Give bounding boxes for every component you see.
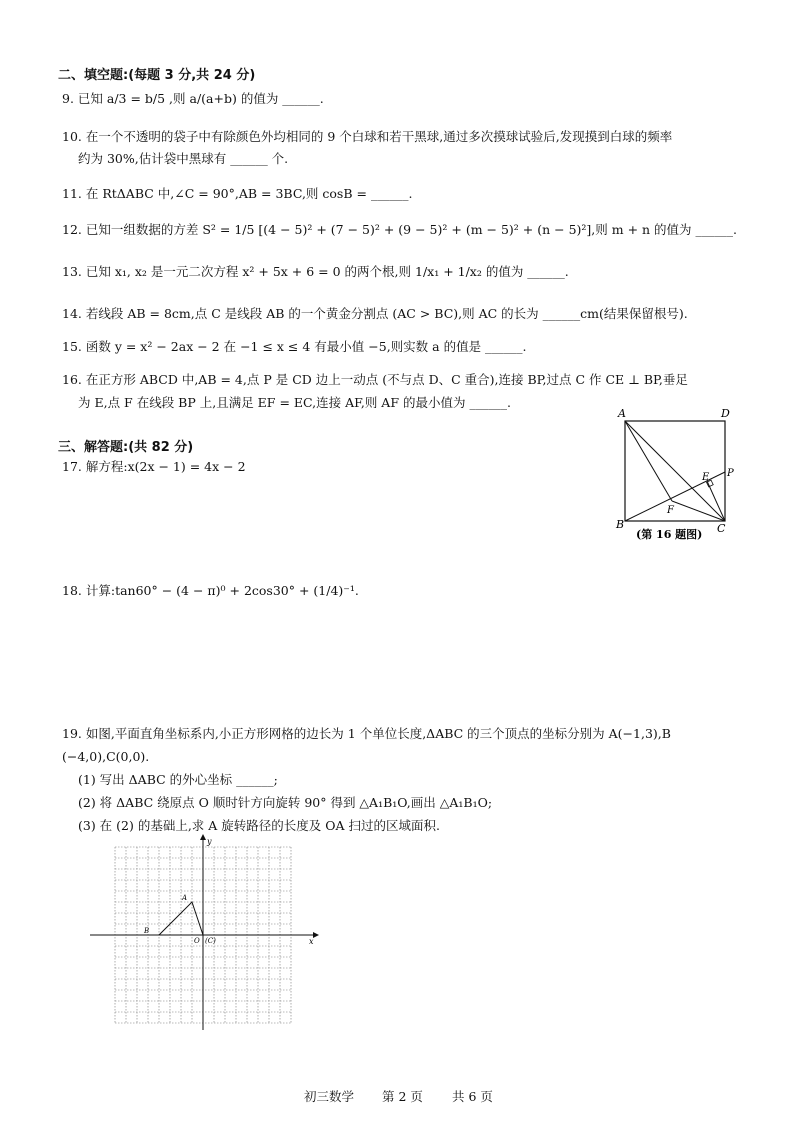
figure-16-caption: (第 16 题图) <box>636 528 703 541</box>
label-x: x <box>309 937 314 946</box>
label-f: F <box>667 505 674 516</box>
label-c: C <box>717 522 726 535</box>
triangle-abc <box>159 902 203 935</box>
question-12: 12. 已知一组数据的方差 S² = 1/5 [(4 − 5)² + (7 − 5)² + (9 − 5)² + (m − 5)² + (n − 5)²],则 m + n 的值为 ______. <box>62 222 737 237</box>
section-title-solve: 三、解答题:(共 82 分) <box>58 440 194 455</box>
label-p: P <box>727 468 734 479</box>
question-17: 17. 解方程:x(2x − 1) = 4x − 2 <box>62 459 246 474</box>
line-bp <box>625 472 725 521</box>
line-ac <box>625 421 725 521</box>
question-19-line1: 19. 如图,平面直角坐标系内,小正方形网格的边长为 1 个单位长度,ΔABC 的三个顶点的坐标分别为 A(−1,3),B <box>62 726 671 741</box>
question-19-line2: (−4,0),C(0,0). <box>62 749 150 764</box>
label-y: y <box>207 837 212 846</box>
figure-19-grid <box>88 834 320 1034</box>
question-9: 9. 已知 a/3 = b/5 ,则 a/(a+b) 的值为 ______. <box>62 91 324 106</box>
question-13: 13. 已知 x₁, x₂ 是一元二次方程 x² + 5x + 6 = 0 的两个根,则 1/x₁ + 1/x₂ 的值为 ______. <box>62 264 569 279</box>
question-18: 18. 计算:tan60° − (4 − π)⁰ + 2cos30° + (1/4)⁻¹. <box>62 583 359 598</box>
question-11: 11. 在 RtΔABC 中,∠C = 90°,AB = 3BC,则 cosB = ______. <box>62 186 413 201</box>
section-title-fill-in: 二、填空题:(每题 3 分,共 24 分) <box>58 68 256 83</box>
label-b: B <box>616 518 625 531</box>
label-a: A <box>182 894 188 902</box>
y-axis-arrow <box>200 834 206 840</box>
question-19-sub3: (3) 在 (2) 的基础上,求 A 旋转路径的长度及 OA 扫过的区域面积. <box>78 818 440 833</box>
question-16-line1: 16. 在正方形 ABCD 中,AB = 4,点 P 是 CD 边上一动点 (不与点 D、C 重合),连接 BP,过点 C 作 CE ⊥ BP,垂足 <box>62 372 688 387</box>
question-16-line2: 为 E,点 F 在线段 BP 上,且满足 EF = EC,连接 AF,则 AF 的最小值为 ______. <box>78 395 511 410</box>
question-19-sub2: (2) 将 ΔABC 绕原点 O 顺时针方向旋转 90° 得到 △A₁B₁O,画出 △A₁B₁O; <box>78 795 493 810</box>
question-10-line2: 约为 30%,估计袋中黑球有 ______ 个. <box>78 151 289 166</box>
question-14: 14. 若线段 AB = 8cm,点 C 是线段 AB 的一个黄金分割点 (AC > BC),则 AC 的长为 ______cm(结果保留根号). <box>62 306 688 321</box>
figure-16 <box>606 404 744 546</box>
question-19-sub1: (1) 写出 ΔABC 的外心坐标 ______; <box>78 772 278 787</box>
label-o: O <box>194 937 200 945</box>
footer-total: 共 6 页 <box>452 1089 493 1104</box>
x-axis-arrow <box>313 932 319 938</box>
footer-subject: 初三数学 <box>304 1089 355 1104</box>
label-b: B <box>144 927 150 935</box>
label-a: A <box>618 407 626 420</box>
label-d: D <box>721 407 730 420</box>
footer-page: 第 2 页 <box>382 1089 423 1104</box>
question-10-line1: 10. 在一个不透明的袋子中有除颜色外均相同的 9 个白球和若干黑球,通过多次摸球试验后,发现摸到白球的频率 <box>62 129 673 144</box>
label-c: (C) <box>205 937 216 945</box>
label-e: E <box>702 472 710 483</box>
question-15: 15. 函数 y = x² − 2ax − 2 在 −1 ≤ x ≤ 4 有最小值 −5,则实数 a 的值是 ______. <box>62 339 527 354</box>
